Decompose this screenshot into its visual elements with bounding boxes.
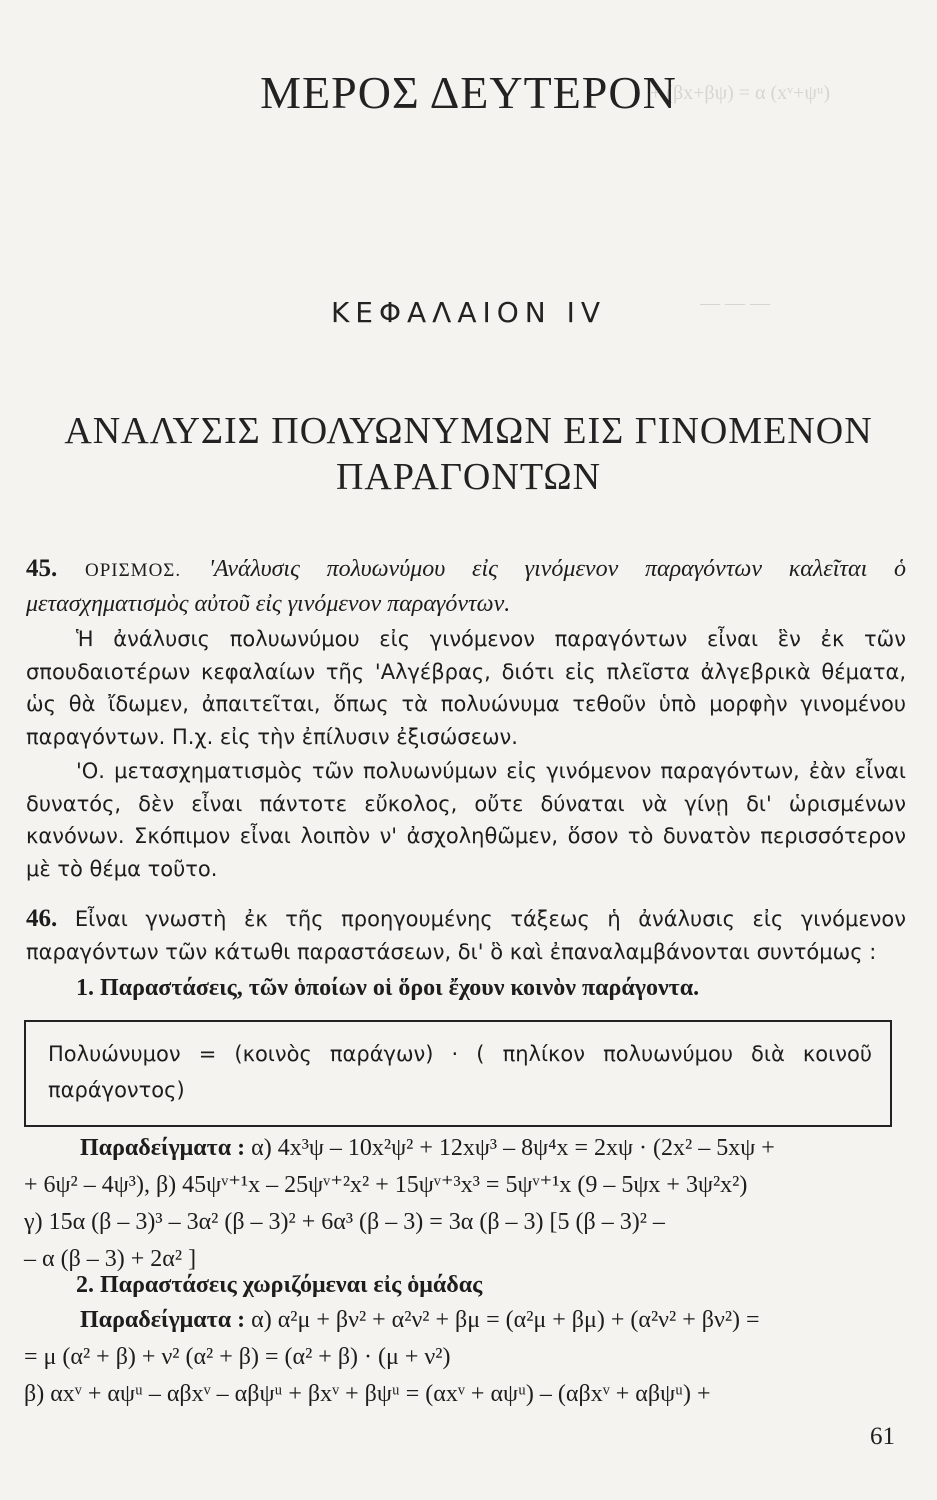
section-intro-text: Εἶναι γνωστὴ ἐκ τῆς προηγουμένης τάξεως ἡ ἀνάλυσις εἰς γινόμενον παραγόντων τῶν κάτωθι παραστάσεων, δι' ὃ καὶ ἐπαναλαμβάνονται συντόμως : xyxy=(26,907,906,964)
example-line xyxy=(24,1302,904,1339)
section-heading: ΟΡΙΣΜΟΣ. xyxy=(85,560,182,581)
example-line: = μ (α² + β) + ν² (α² + β) = (α² + β) · (μ + ν²) xyxy=(24,1344,451,1370)
example-line: – α (β – 3) + 2α² ] xyxy=(24,1246,197,1272)
section-46 xyxy=(26,903,906,968)
part-title: ΜΕΡΟΣ ΔΕΥΤΕΡΟΝ xyxy=(260,67,677,118)
body-paragraph: 'Ο. μετασχηματισμὸς τῶν πολυωνύμων εἰς γινόμενον παραγόντων, ἐὰν εἶναι δυνατός, δὲν εἶναι πάντοτε εὔκολος, οὔτε δύναται νὰ γίνῃ δι' ὡρισμένων κανόνων. Σκόπιμον εἶναι λοιπὸν ν' ἀσχοληθῶμεν, ὅσον τὸ δυνατὸν περισσότερον μὲ τὸ θέμα τοῦτο. xyxy=(26,759,906,881)
examples-label: Παραδείγματα : xyxy=(80,1307,246,1333)
case-2-examples xyxy=(24,1302,904,1413)
section-number: 46. xyxy=(26,905,58,932)
chapter-label: ΚΕΦΑΛΑΙΟΝ IV xyxy=(330,296,607,329)
rule-box xyxy=(24,1020,892,1127)
definition-paragraph xyxy=(26,553,906,621)
case-1-heading: 1. Παραστάσεις, τῶν ὁποίων οἱ ὅροι ἔχουν κοινὸν παράγοντα. xyxy=(76,975,700,1001)
example-line: γ) 15α (β – 3)³ – 3α² (β – 3)² + 6α³ (β – 3) = 3α (β – 3) [5 (β – 3)² – xyxy=(24,1209,665,1235)
bleed-through-text: + (βx+βψ) = α (xᵛ+ψᵘ) xyxy=(650,82,831,104)
body-paragraph: Ἡ ἀνάλυσις πολυωνύμου εἰς γινόμενον παραγόντων εἶναι ἓν ἐκ τῶν σπουδαιοτέρων κεφαλαίων τῆς 'Αλγέβρας, διότι εἰς πλεῖστα ἀλγεβρικὰ θέματα, ὡς θὰ ἴδωμεν, ἀπαιτεῖται, ὅπως τὰ πολυώνυμα τεθοῦν ὑπὸ μορφὴν γινομένου παραγόντων. Π.χ. εἰς τὴν ἐπίλυσιν ἐξισώσεων. xyxy=(26,627,906,749)
section-45 xyxy=(26,553,906,885)
examples-label: Παραδείγματα : xyxy=(80,1135,246,1161)
example-line: + 6ψ² – 4ψ³), β) 45ψᵛ⁺¹x – 25ψᵛ⁺²x² + 15ψᵛ⁺³x³ = 5ψᵛ⁺¹x (9 – 5ψx + 3ψ²x²) xyxy=(24,1172,748,1198)
chapter-title-line-1: ΑΝΑΛΥΣΙΣ ΠΟΛΥΩΝΥΜΩΝ ΕΙΣ ΓΙΝΟΜΕΝΟΝ xyxy=(64,410,873,452)
chapter-title-line-2: ΠΑΡΑΓΟΝΤΩΝ xyxy=(335,456,602,498)
example-line: β) αxᵛ + αψᵘ – αβxᵛ – αβψᵘ + βxᵛ + βψᵘ = (αxᵛ + αψᵘ) – (αβxᵛ + αβψᵘ) + xyxy=(24,1381,711,1407)
rule-text: Πολυώνυμον = (κοινὸς παράγων) · ( πηλίκον πολυωνύμου διὰ κοινοῦ παράγοντος) xyxy=(48,1042,872,1102)
section-intro xyxy=(26,903,906,968)
chapter-title xyxy=(60,408,877,500)
section-number: 45. xyxy=(26,555,58,582)
case-1-examples xyxy=(24,1130,904,1278)
example-line xyxy=(24,1130,904,1167)
bleed-through-text: — — — xyxy=(700,292,770,314)
page-number: 61 xyxy=(870,1423,895,1450)
example-formula: α) 4x³ψ – 10x²ψ² + 12xψ³ – 8ψ⁴x = 2xψ · (2x² – 5xψ + xyxy=(251,1135,775,1161)
example-formula: α) α²μ + βν² + α²ν² + βμ = (α²μ + βμ) + (α²ν² + βν²) = xyxy=(251,1307,760,1333)
case-2-heading: 2. Παραστάσεις χωριζόμεναι εἰς ὁμάδας xyxy=(76,1272,483,1298)
definition-text: 'Ανάλυσις πολυωνύμου εἰς γινόμενον παραγόντων καλεῖται ὁ μετασχηματισμὸς αὐτοῦ εἰς γινόμενον παραγόντων. xyxy=(26,556,906,617)
